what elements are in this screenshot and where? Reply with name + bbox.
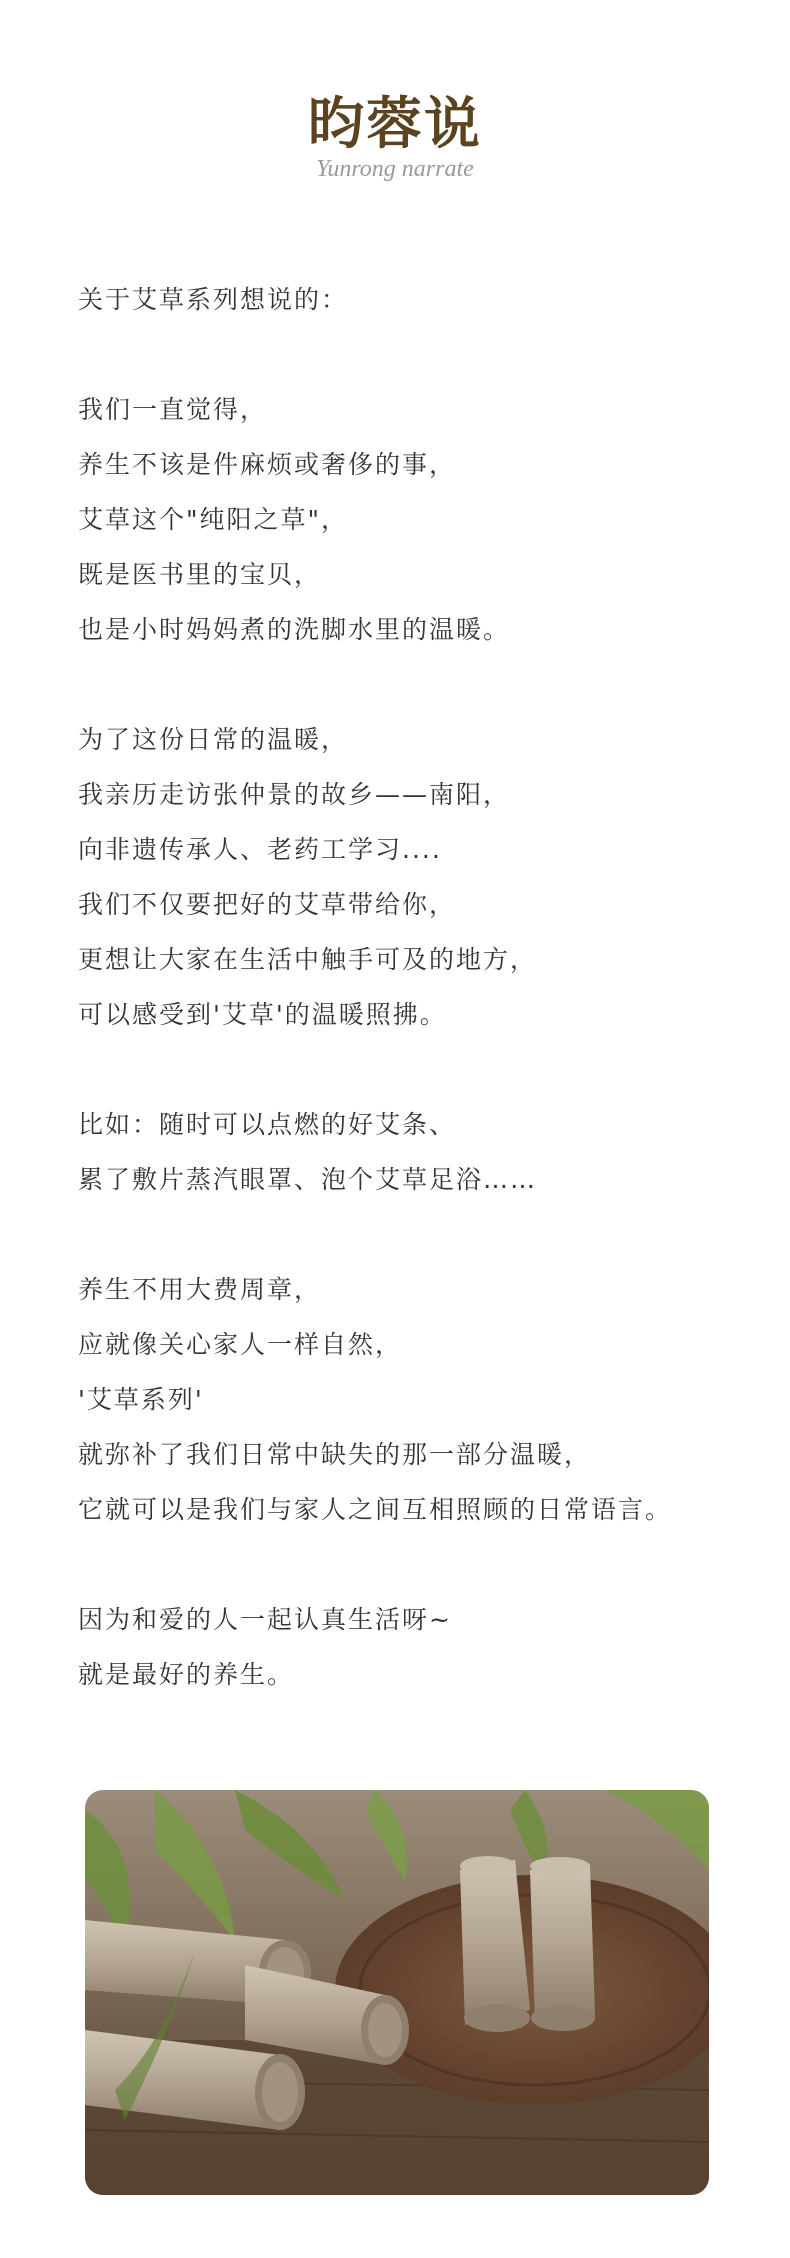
paragraph-line: 累了敷片蒸汽眼罩、泡个艾草足浴…… xyxy=(78,1165,538,1194)
paragraph-line: 我们一直觉得， xyxy=(78,395,268,424)
paragraph-gap xyxy=(78,327,758,382)
paragraph-gap xyxy=(78,1207,758,1262)
paragraph-line: '艾草系列' xyxy=(78,1385,204,1414)
brand-title: 昀蓉说 xyxy=(308,91,482,157)
paragraph-line: 就弥补了我们日常中缺失的那一部分温暖， xyxy=(78,1440,592,1469)
paragraph-line: 我亲历走访张仲景的故乡——南阳， xyxy=(78,780,511,809)
article-body xyxy=(78,272,758,1702)
paragraph-gap xyxy=(78,1042,758,1097)
paragraph-line: 养生不用大费周章， xyxy=(78,1275,322,1304)
paragraph-line: 因为和爱的人一起认真生活呀~ xyxy=(78,1605,452,1634)
paragraph-line: 养生不该是件麻烦或奢侈的事， xyxy=(78,450,457,479)
paragraph-gap xyxy=(78,657,758,712)
paragraph-line: 既是医书里的宝贝， xyxy=(78,560,322,589)
paragraph-line: 为了这份日常的温暖， xyxy=(78,725,349,754)
paragraph-line: 更想让大家在生活中触手可及的地方， xyxy=(78,945,538,974)
paragraph-line: 可以感受到'艾草'的温暖照拂。 xyxy=(78,1000,447,1029)
paragraph-line: 就是最好的养生。 xyxy=(78,1660,295,1689)
paragraph-line: 它就可以是我们与家人之间互相照顾的日常语言。 xyxy=(78,1495,673,1524)
brand-subtitle: Yunrong narrate xyxy=(316,156,474,182)
paragraph-line: 艾草这个"纯阳之草"， xyxy=(78,505,348,534)
header xyxy=(0,92,790,184)
paragraph-line: 也是小时妈妈煮的洗脚水里的温暖。 xyxy=(78,615,511,644)
paragraph-line: 我们不仅要把好的艾草带给你， xyxy=(78,890,457,919)
intro-line: 关于艾草系列想说的： xyxy=(78,285,349,314)
moxa-stick-photo xyxy=(85,1790,709,2195)
paragraph-line: 向非遗传承人、老药工学习.... xyxy=(78,835,442,864)
paragraph-gap xyxy=(78,1537,758,1592)
paragraph-line: 比如：随时可以点燃的好艾条、 xyxy=(78,1110,457,1139)
paragraph-line: 应就像关心家人一样自然， xyxy=(78,1330,403,1359)
